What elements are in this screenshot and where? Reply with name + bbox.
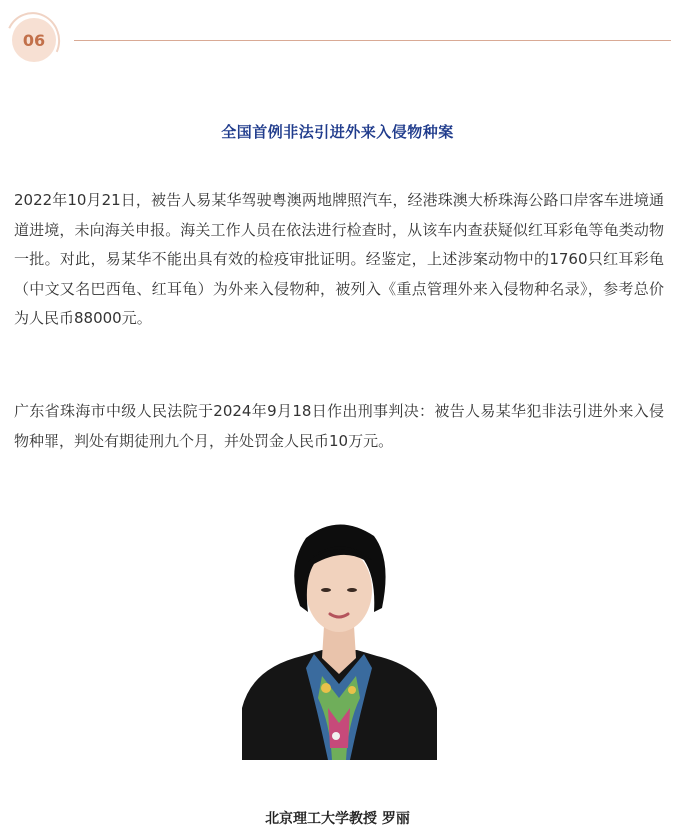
section-number: 06	[12, 18, 56, 62]
portrait-photo	[242, 508, 437, 760]
header-divider	[74, 40, 671, 41]
case-paragraph-2: 广东省珠海市中级人民法院于2024年9月18日作出刑事判决：被告人易某华犯非法引进外来入侵物种罪，判处有期徒刑九个月，并处罚金人民币10万元。	[14, 402, 664, 450]
portrait-caption: 北京理工大学教授 罗丽	[265, 811, 410, 827]
article-title: 全国首例非法引进外来入侵物种案	[221, 123, 454, 141]
section-number-badge	[6, 12, 62, 70]
portrait-illustration	[242, 508, 437, 760]
case-paragraph-1: 2022年10月21日，被告人易某华驾驶粤澳两地牌照汽车，经港珠澳大桥珠海公路口岸客车进境通道进境，未向海关申报。海关工作人员在依法进行检查时，从该车内查获疑似红耳彩龟等龟类动物一批。对此，易某华不能出具有效的检疫审批证明。经鉴定，上述涉案动物中的1760只红耳彩龟（中文又名巴西龟、红耳龟）为外来入侵物种，被列入《重点管理外来入侵物种名录》，参考总价为人民币88000元。	[14, 191, 664, 327]
